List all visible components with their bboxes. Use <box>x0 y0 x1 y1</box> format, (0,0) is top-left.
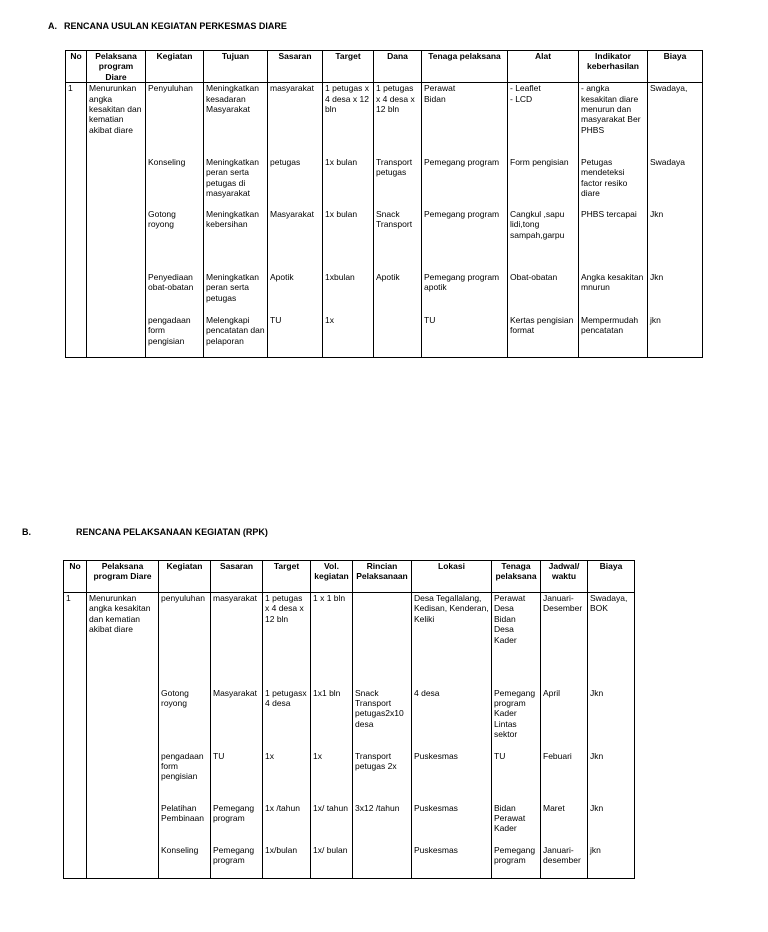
target-cell: 1 petugasx 4 desa <box>263 688 311 751</box>
alat-cell: Cangkul ,sapu lidi,tong sampah,garpu <box>508 209 579 272</box>
kegiatan-cell: Gotong royong <box>146 209 204 272</box>
lokasi-cell: 4 desa <box>412 688 492 751</box>
target-cell: 1x <box>263 751 311 803</box>
header-cell: Vol. kegiatan <box>311 561 353 593</box>
biaya-cell: Jkn <box>588 688 635 751</box>
lokasi-cell: Puskesmas <box>412 751 492 803</box>
header-cell: Tenaga pelaksana <box>492 561 541 593</box>
kegiatan-cell: Gotong royong <box>159 688 211 751</box>
biaya-cell: Jkn <box>648 272 703 315</box>
header-cell: Target <box>323 51 374 83</box>
kegiatan-cell: Pelatihan Pembinaan <box>159 803 211 845</box>
tenaga-cell: Pemegang program <box>492 845 541 879</box>
biaya-cell: Jkn <box>588 751 635 803</box>
target-cell: 1x /tahun <box>263 803 311 845</box>
section-a-label: A. <box>48 21 57 31</box>
indikator-cell: Mempermudah pencatatan <box>579 315 648 358</box>
tujuan-cell: Meningkatkan kebersihan <box>204 209 268 272</box>
program-cell: Menurunkan angka kesakitan dan kematian akibat diare <box>87 593 159 879</box>
target-cell: 1x/bulan <box>263 845 311 879</box>
biaya-cell: Jkn <box>588 803 635 845</box>
rincian-cell: 3x12 /tahun <box>353 803 412 845</box>
dana-cell: Snack Transport <box>374 209 422 272</box>
header-cell: Sasaran <box>211 561 263 593</box>
dana-cell <box>374 315 422 358</box>
sasaran-cell: Pemegang program <box>211 803 263 845</box>
lokasi-cell: Desa Tegallalang, Kedisan, Kenderan, Keliki <box>412 593 492 688</box>
header-cell: Tenaga pelaksana <box>422 51 508 83</box>
tenaga-cell: Perawat Desa Bidan Desa Kader <box>492 593 541 688</box>
sasaran-cell: masyarakat <box>268 83 323 157</box>
header-cell: Indikator keberhasilan <box>579 51 648 83</box>
indikator-cell: PHBS tercapai <box>579 209 648 272</box>
tujuan-cell: Meningkatkan peran serta petugas di masyarakat <box>204 157 268 209</box>
tujuan-cell: Meningkatkan kesadaran Masyarakat <box>204 83 268 157</box>
table-row <box>66 209 703 272</box>
perkesmas-proposal-table <box>65 50 703 358</box>
dana-cell: Apotik <box>374 272 422 315</box>
target-cell: 1x bulan <box>323 157 374 209</box>
kegiatan-cell: Penyuluhan <box>146 83 204 157</box>
table-row <box>66 315 703 358</box>
kegiatan-cell: pengadaan form pengisian <box>159 751 211 803</box>
lokasi-cell: Puskesmas <box>412 803 492 845</box>
jadwal-cell: April <box>541 688 588 751</box>
target-cell: 1 petugas x 4 desa x 12 bln <box>263 593 311 688</box>
header-cell: Dana <box>374 51 422 83</box>
header-cell: Pelaksana program Diare <box>87 51 146 83</box>
header-cell: Kegiatan <box>146 51 204 83</box>
section-b-label: B. <box>22 527 31 537</box>
program-cell: Menurunkan angka kesakitan dan kematian akibat diare <box>87 83 146 358</box>
header-cell: Sasaran <box>268 51 323 83</box>
header-cell: Lokasi <box>412 561 492 593</box>
sasaran-cell: Apotik <box>268 272 323 315</box>
rincian-cell <box>353 845 412 879</box>
target-cell: 1xbulan <box>323 272 374 315</box>
vol-cell: 1x1 bln <box>311 688 353 751</box>
target-cell: 1 petugas x 4 desa x 12 bln <box>323 83 374 157</box>
header-cell: Tujuan <box>204 51 268 83</box>
kegiatan-cell: pengadaan form pengisian <box>146 315 204 358</box>
section-a-heading <box>48 21 287 31</box>
table-row <box>66 272 703 315</box>
vol-cell: 1x/ tahun <box>311 803 353 845</box>
rincian-cell: Transport petugas 2x <box>353 751 412 803</box>
sasaran-cell: masyarakat <box>211 593 263 688</box>
section-a-title: RENCANA USULAN KEGIATAN PERKESMAS DIARE <box>64 21 287 31</box>
section-b-title: RENCANA PELAKSANAAN KEGIATAN (RPK) <box>76 527 268 537</box>
table-row <box>64 593 635 688</box>
target-cell: 1x <box>323 315 374 358</box>
table-row <box>66 157 703 209</box>
jadwal-cell: Januari-Desember <box>541 593 588 688</box>
target-cell: 1x bulan <box>323 209 374 272</box>
header-cell: Rincian Pelaksanaan <box>353 561 412 593</box>
sasaran-cell: TU <box>268 315 323 358</box>
dana-cell: Transport petugas <box>374 157 422 209</box>
biaya-cell: Jkn <box>648 209 703 272</box>
header-cell: Target <box>263 561 311 593</box>
dana-cell: 1 petugas x 4 desa x 12 bln <box>374 83 422 157</box>
header-cell: Alat <box>508 51 579 83</box>
lokasi-cell: Puskesmas <box>412 845 492 879</box>
tenaga-cell: Perawat Bidan <box>422 83 508 157</box>
alat-cell: Obat-obatan <box>508 272 579 315</box>
header-cell: No <box>64 561 87 593</box>
kegiatan-cell: Konseling <box>159 845 211 879</box>
tenaga-cell: Pemegang program <box>422 209 508 272</box>
tenaga-cell: Pemegang program <box>422 157 508 209</box>
alat-cell: Form pengisian <box>508 157 579 209</box>
rincian-cell: Snack Transport petugas2x10 desa <box>353 688 412 751</box>
sasaran-cell: petugas <box>268 157 323 209</box>
tenaga-cell: Pemegang program apotik <box>422 272 508 315</box>
kegiatan-cell: Konseling <box>146 157 204 209</box>
jadwal-cell: Maret <box>541 803 588 845</box>
indikator-cell: - angka kesakitan diare menurun dan masyarakat Ber PHBS <box>579 83 648 157</box>
jadwal-cell: Febuari <box>541 751 588 803</box>
alat-cell: - Leaflet - LCD <box>508 83 579 157</box>
table-row <box>66 83 703 157</box>
header-cell: Jadwal/ waktu <box>541 561 588 593</box>
tujuan-cell: Melengkapi pencatatan dan pelaporan <box>204 315 268 358</box>
alat-cell: Kertas pengisian format <box>508 315 579 358</box>
vol-cell: 1x/ bulan <box>311 845 353 879</box>
biaya-cell: Swadaya, <box>648 83 703 157</box>
sasaran-cell: Masyarakat <box>268 209 323 272</box>
tenaga-cell: Pemegang program Kader Lintas sektor <box>492 688 541 751</box>
kegiatan-cell: Penyediaan obat-obatan <box>146 272 204 315</box>
row-number: 1 <box>66 83 87 358</box>
biaya-cell: jkn <box>648 315 703 358</box>
header-cell: Pelaksana program Diare <box>87 561 159 593</box>
tujuan-cell: Meningkatkan peran serta petugas <box>204 272 268 315</box>
table-header-row <box>66 51 703 83</box>
sasaran-cell: Masyarakat <box>211 688 263 751</box>
table-header-row <box>64 561 635 593</box>
sasaran-cell: TU <box>211 751 263 803</box>
section-b-heading <box>22 527 268 537</box>
header-cell: Biaya <box>588 561 635 593</box>
biaya-cell: jkn <box>588 845 635 879</box>
header-cell: No <box>66 51 87 83</box>
indikator-cell: Petugas mendeteksi factor resiko diare <box>579 157 648 209</box>
indikator-cell: Angka kesakitan mnurun <box>579 272 648 315</box>
rincian-cell <box>353 593 412 688</box>
tenaga-cell: TU <box>492 751 541 803</box>
kegiatan-cell: penyuluhan <box>159 593 211 688</box>
row-number: 1 <box>64 593 87 879</box>
tenaga-cell: Bidan Perawat Kader <box>492 803 541 845</box>
header-cell: Kegiatan <box>159 561 211 593</box>
biaya-cell: Swadaya, BOK <box>588 593 635 688</box>
vol-cell: 1x <box>311 751 353 803</box>
header-cell: Biaya <box>648 51 703 83</box>
jadwal-cell: Januari-desember <box>541 845 588 879</box>
sasaran-cell: Pemegang program <box>211 845 263 879</box>
biaya-cell: Swadaya <box>648 157 703 209</box>
rpk-table <box>63 560 635 879</box>
vol-cell: 1 x 1 bln <box>311 593 353 688</box>
tenaga-cell: TU <box>422 315 508 358</box>
